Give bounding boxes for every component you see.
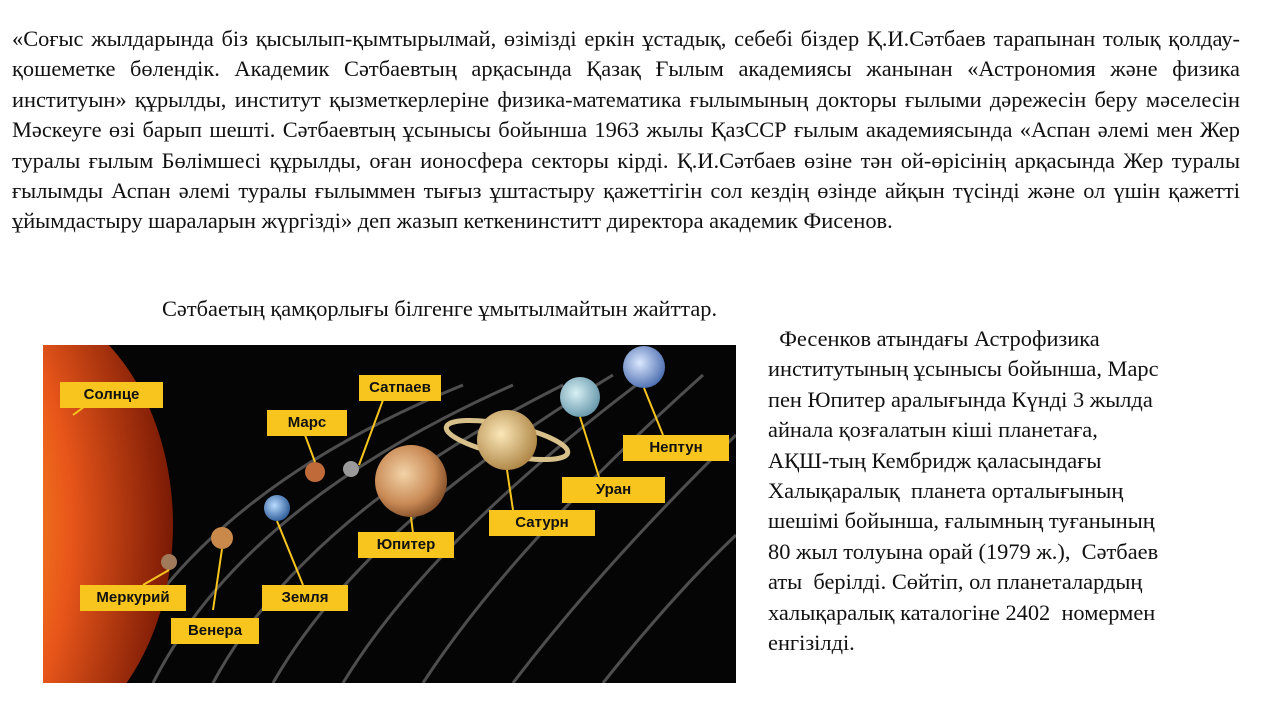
- uranus-graphic: [560, 377, 600, 417]
- side-line: Фесенков атындағы Астрофизика: [768, 326, 1100, 351]
- quote-paragraph: «Соғыс жылдарында біз қысылып-қымтырылмай, өзімізді еркін ұстадық, себебі біздер Қ.И.Сәтбаев тарапынан толық қолдау-қошеметке бөлендік. Академик Сәтбаевтың арқасында Қазақ Ғылым академиясы жанынан «Астрономия және физика институын» құрылды, институт қызметкерлеріне физика-математика ғылымының докторы ғылыми дәрежесін беру мәселесін Мәскеуге өзі барып шешті. Сәтбаевтың ұсынысы бойынша 1963 жылы ҚазССР ғылым академиясында «Аспан әлемі мен Жер туралы ғылым Бөлімшесі құрылды, оған ионосфера секторы кірді. Қ.И.Сәтбаев өзіне тән ой-өрісінің арқасында Жер туралы ғылымды Аспан әлемі туралы ғылыммен тығыз ұштастыру қажеттігін сол кездің өзінде айқын түсінді және ол үшін қажетті ұйымдастыру шараларын жүргізді» деп жазып кеткенинститт директора академик Фисенов.: [12, 26, 1240, 234]
- label-mercury: Меркурий: [80, 585, 186, 611]
- label-sun: Солнце: [60, 382, 163, 408]
- section-subtitle: Сәтбаетың қамқорлығы білгенге ұмытылмайтын жайттар.: [162, 296, 718, 321]
- side-line: АҚШ-тың Кембридж қаласындағы: [768, 447, 1102, 473]
- label-satpaev: Сатпаев: [359, 375, 441, 401]
- label-earth: Земля: [262, 585, 348, 611]
- venus-graphic: [211, 527, 233, 549]
- side-line: институтының ұсынысы бойынша, Марс: [768, 356, 1159, 382]
- label-mars: Марс: [267, 410, 347, 436]
- label-uranus: Уран: [562, 477, 665, 503]
- mars-graphic: [305, 462, 325, 482]
- mercury-graphic: [161, 554, 177, 570]
- label-venus: Венера: [171, 618, 259, 644]
- jupiter-graphic: [375, 445, 447, 517]
- side-line: пен Юпитер аралығында Күнді 3 жылда: [768, 386, 1153, 412]
- side-line: шешімі бойынша, ғалымның туғанының: [768, 508, 1155, 534]
- label-neptune: Нептун: [623, 435, 729, 461]
- side-line: айнала қозғалатын кіші планетаға,: [768, 417, 1098, 443]
- side-line: халықаралық каталогіне 2402 номермен: [768, 599, 1156, 625]
- side-line: енгізілді.: [768, 630, 855, 656]
- label-saturn: Сатурн: [489, 510, 595, 536]
- solar-system-image: [43, 345, 736, 683]
- satpaev-asteroid-graphic: [343, 461, 359, 477]
- label-jupiter: Юпитер: [358, 532, 454, 558]
- neptune-graphic: [623, 346, 665, 388]
- side-line: Халықаралық планета орталығының: [768, 478, 1124, 504]
- side-line: 80 жыл толуына орай (1979 ж.), Сәтбаев: [768, 538, 1159, 564]
- side-line: аты берілді. Сөйтіп, ол планеталардың: [768, 569, 1143, 595]
- side-paragraph: [768, 324, 1238, 658]
- earth-graphic: [264, 495, 290, 521]
